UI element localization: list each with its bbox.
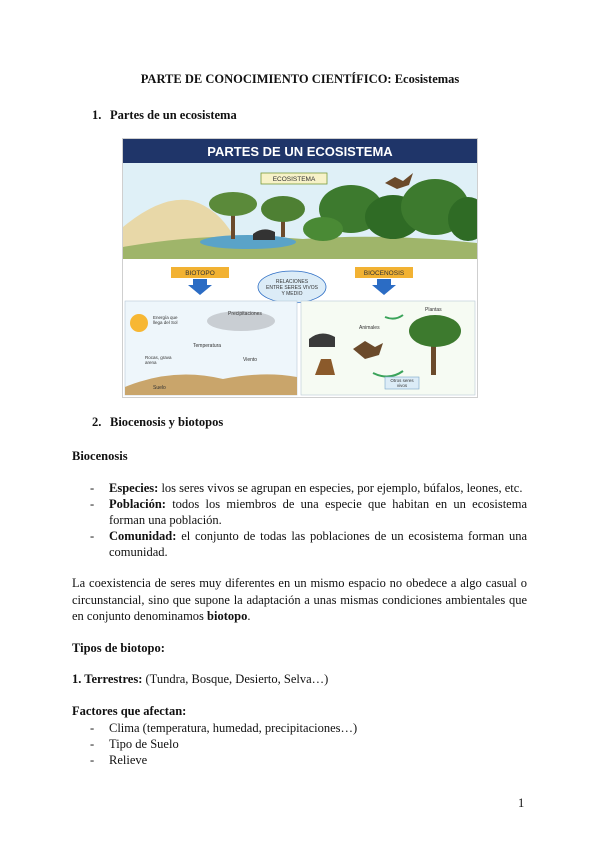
terrestres-line — [72, 672, 328, 687]
item-term: Población: — [109, 497, 166, 511]
section-1-title: Partes de un ecosistema — [110, 108, 237, 122]
list-item: - Comunidad: el conjunto de todas las poblaciones de un ecosistema forman una comunidad. — [90, 529, 527, 559]
pond — [200, 235, 296, 249]
item-term: Especies: — [109, 481, 159, 495]
rocas-line-1: Rocas, grava — [145, 355, 172, 360]
ecosistema-tag-text: ECOSISTEMA — [272, 176, 316, 183]
factor-text: Tipo de Suelo — [109, 737, 179, 751]
ecosystem-figure — [122, 138, 478, 398]
energia-line-2: llega del Sol — [153, 320, 178, 325]
factores-list — [72, 720, 527, 768]
list-item: - Especies: los seres vivos se agrupan en especies, por ejemplo, búfalos, leones, etc. — [90, 481, 523, 495]
biotopo-tag-text: BIOTOPO — [185, 270, 215, 277]
biocenosis-heading: Biocenosis — [72, 449, 128, 463]
list-item: - Población: todos los miembros de una especie que habitan en un ecosistema forman una población. — [90, 497, 527, 527]
otros-line-2: vivos — [396, 383, 408, 388]
relaciones-line-3: Y MEDIO — [281, 291, 303, 297]
page-number: 1 — [518, 796, 525, 810]
section-1-heading — [92, 108, 237, 123]
paragraph-text: La coexistencia de seres muy diferentes en un mismo espacio no obedece a algo casual o circunstancial, sino que supone la adaptación a unas mismas condiciones ambientales que en conjunto denominamos — [72, 576, 527, 623]
suelo-label: Suelo — [153, 385, 166, 391]
plant-tree-icon — [409, 315, 461, 347]
temperatura-label: Temperatura — [193, 343, 222, 349]
energia-line-1: Energía que — [153, 315, 178, 320]
item-text: todos los miembros de una especie que habitan en un ecosistema forman una población. — [109, 497, 527, 527]
relaciones-line-1: RELACIONES — [275, 279, 309, 285]
terrestres-text: (Tundra, Bosque, Desierto, Selva…) — [142, 672, 329, 686]
item-text: el conjunto de todas las poblaciones de un ecosistema forman una comunidad. — [109, 529, 527, 559]
viento-label: Viento — [243, 357, 258, 363]
figure-banner-text: PARTES DE UN ECOSISTEMA — [207, 144, 393, 159]
otros-line-1: Otros seres — [390, 378, 414, 383]
animales-label: Animales — [359, 325, 380, 331]
section-2-heading — [92, 415, 223, 430]
biocenosis-tag-text: BIOCENOSIS — [363, 270, 405, 277]
section-1-number: 1. — [92, 108, 102, 122]
item-term: Comunidad: — [109, 529, 177, 543]
relaciones-line-2: ENTRE SERES VIVOS — [266, 285, 318, 291]
rocas-line-2: arena — [145, 360, 157, 365]
precipitaciones-label: Precipitaciones — [228, 311, 262, 317]
factor-text: Relieve — [109, 753, 148, 767]
section-2-title: Biocenosis y biotopos — [110, 415, 224, 429]
list-item: - Tipo de Suelo — [90, 737, 179, 751]
list-item: - Relieve — [90, 753, 148, 767]
terrestres-label: 1. Terrestres: — [72, 672, 143, 686]
tipos-heading: Tipos de biotopo: — [72, 641, 165, 655]
ground — [123, 236, 477, 259]
item-text: los seres vivos se agrupan en especies, por ejemplo, búfalos, leones, etc. — [158, 481, 523, 495]
plantas-label: Plantas — [425, 307, 442, 313]
biocenosis-list — [72, 480, 527, 560]
acacia-tree — [209, 192, 257, 216]
page-title: PARTE DE CONOCIMIENTO CIENTÍFICO: Ecosistemas — [140, 72, 460, 86]
factor-text: Clima (temperatura, humedad, precipitaciones…) — [109, 721, 358, 735]
list-item: - Clima (temperatura, humedad, precipitaciones…) — [90, 721, 358, 735]
sun-icon — [130, 314, 148, 332]
section-2-number: 2. — [92, 415, 102, 429]
paragraph-end: . — [247, 609, 251, 623]
paragraph — [72, 575, 527, 625]
factores-heading: Factores que afectan: — [72, 704, 187, 718]
paragraph-bold: biotopo — [207, 609, 248, 623]
